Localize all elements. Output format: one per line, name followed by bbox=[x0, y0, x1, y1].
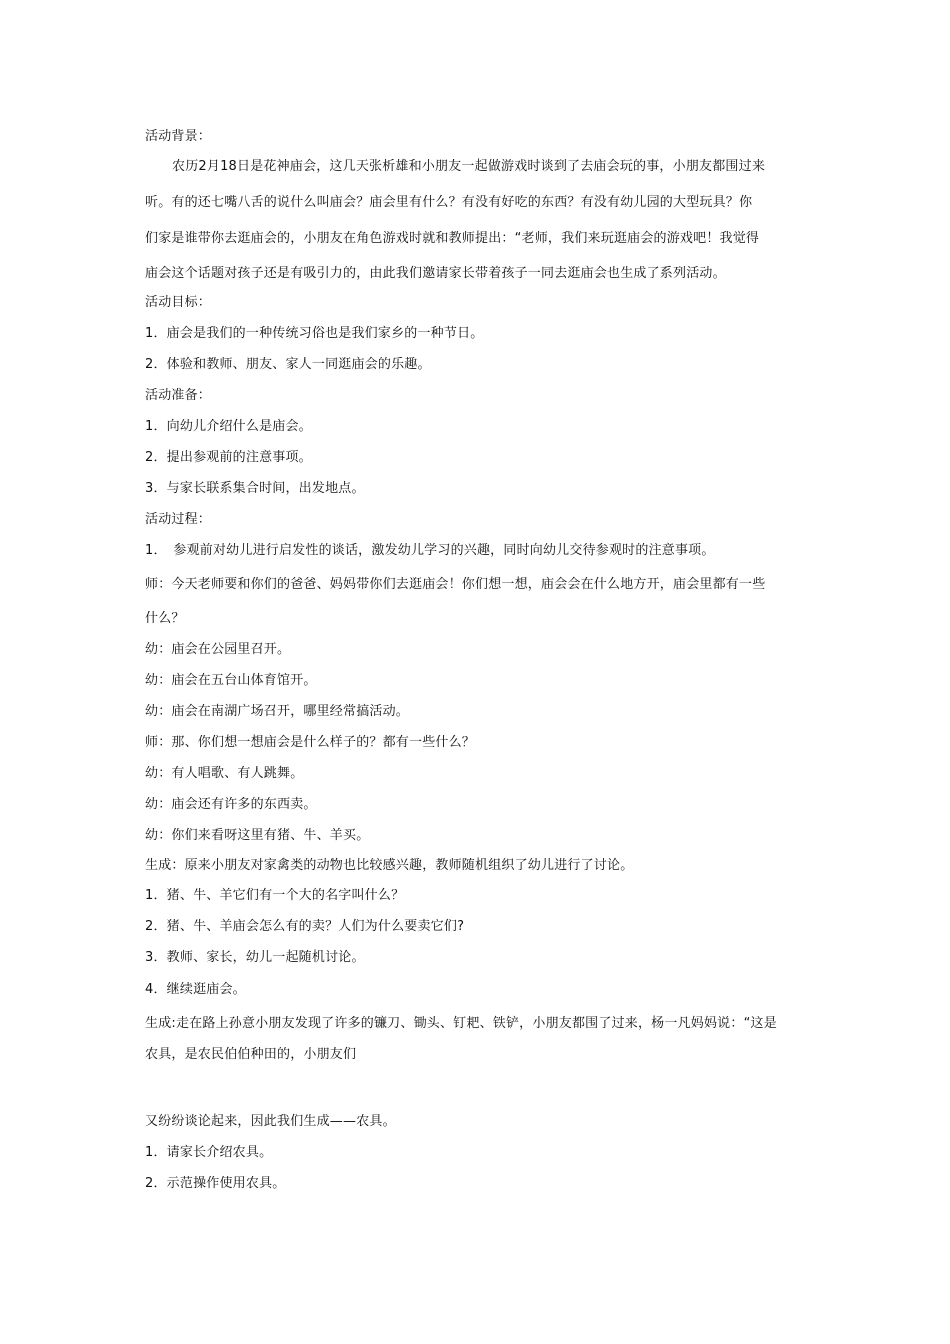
list-item: 1．庙会是我们的一种传统习俗也是我们家乡的一种节日。 bbox=[145, 326, 484, 341]
list-item: 2．体验和教师、朋友、家人一同逛庙会的乐趣。 bbox=[145, 357, 431, 372]
section-heading-process: 活动过程： bbox=[145, 512, 212, 527]
dialogue-line: 幼：庙会还有许多的东西卖。 bbox=[145, 797, 317, 812]
section-heading-goals: 活动目标： bbox=[145, 295, 212, 310]
dialogue-line: 幼：有人唱歌、有人跳舞。 bbox=[145, 766, 304, 781]
list-item: 2．提出参观前的注意事项。 bbox=[145, 450, 312, 465]
list-item: 2．示范操作使用农具。 bbox=[145, 1176, 286, 1191]
list-item: 1．猪、牛、羊它们有一个大的名字叫什么？ bbox=[145, 888, 405, 903]
paragraph-line: 生成:走在路上孙意小朋友发现了许多的镰刀、锄头、钉耙、铁铲，小朋友都围了过来，杨一凡妈妈说：“这是 bbox=[145, 1016, 777, 1031]
document-page bbox=[145, 0, 810, 1344]
list-item: 3．与家长联系集合时间，出发地点。 bbox=[145, 481, 365, 496]
dialogue-line: 师：今天老师要和你们的爸爸、妈妈带你们去逛庙会！你们想一想，庙会会在什么地方开，庙会里都有一些 bbox=[145, 577, 766, 592]
paragraph-line: 庙会这个话题对孩子还是有吸引力的，由此我们邀请家长带着孩子一同去逛庙会也生成了系列活动。 bbox=[145, 266, 726, 281]
dialogue-line: 幼：庙会在公园里召开。 bbox=[145, 642, 291, 657]
section-heading-background: 活动背景： bbox=[145, 129, 212, 144]
dialogue-line: 幼：庙会在南湖广场召开，哪里经常搞活动。 bbox=[145, 704, 410, 719]
paragraph-line: 生成：原来小朋友对家禽类的动物也比较感兴趣，教师随机组织了幼儿进行了讨论。 bbox=[145, 858, 634, 873]
list-item: 1． 参观前对幼儿进行启发性的谈话，激发幼儿学习的兴趣，同时向幼儿交待参观时的注意事项。 bbox=[145, 543, 715, 558]
dialogue-line: 幼：你们来看呀这里有猪、牛、羊买。 bbox=[145, 828, 370, 843]
list-item: 2．猪、牛、羊庙会怎么有的卖？人们为什么要卖它们? bbox=[145, 919, 465, 934]
list-item: 4．继续逛庙会。 bbox=[145, 982, 246, 997]
dialogue-line: 师：那、你们想一想庙会是什么样子的？都有一些什么？ bbox=[145, 735, 476, 750]
list-item: 1．向幼儿介绍什么是庙会。 bbox=[145, 419, 312, 434]
paragraph-line: 农历2月18日是花神庙会，这几天张析雄和小朋友一起做游戏时谈到了去庙会玩的事，小朋友都围过来 bbox=[172, 159, 766, 174]
paragraph-line: 们家是谁带你去逛庙会的，小朋友在角色游戏时就和教师提出：“老师，我们来玩逛庙会的游戏吧！我觉得 bbox=[145, 231, 760, 246]
section-heading-preparation: 活动准备： bbox=[145, 388, 212, 403]
dialogue-line: 什么？ bbox=[145, 611, 185, 626]
list-item: 3．教师、家长，幼儿一起随机讨论。 bbox=[145, 950, 365, 965]
paragraph-line: 农具，是农民伯伯种田的，小朋友们 bbox=[145, 1047, 357, 1062]
paragraph-line: 听。有的还七嘴八舌的说什么叫庙会？庙会里有什么？有没有好吃的东西？有没有幼儿园的大型玩具？你 bbox=[145, 195, 753, 210]
dialogue-line: 幼：庙会在五台山体育馆开。 bbox=[145, 673, 317, 688]
paragraph-line: 又纷纷谈论起来，因此我们生成——农具。 bbox=[145, 1114, 396, 1129]
list-item: 1．请家长介绍农具。 bbox=[145, 1145, 273, 1160]
